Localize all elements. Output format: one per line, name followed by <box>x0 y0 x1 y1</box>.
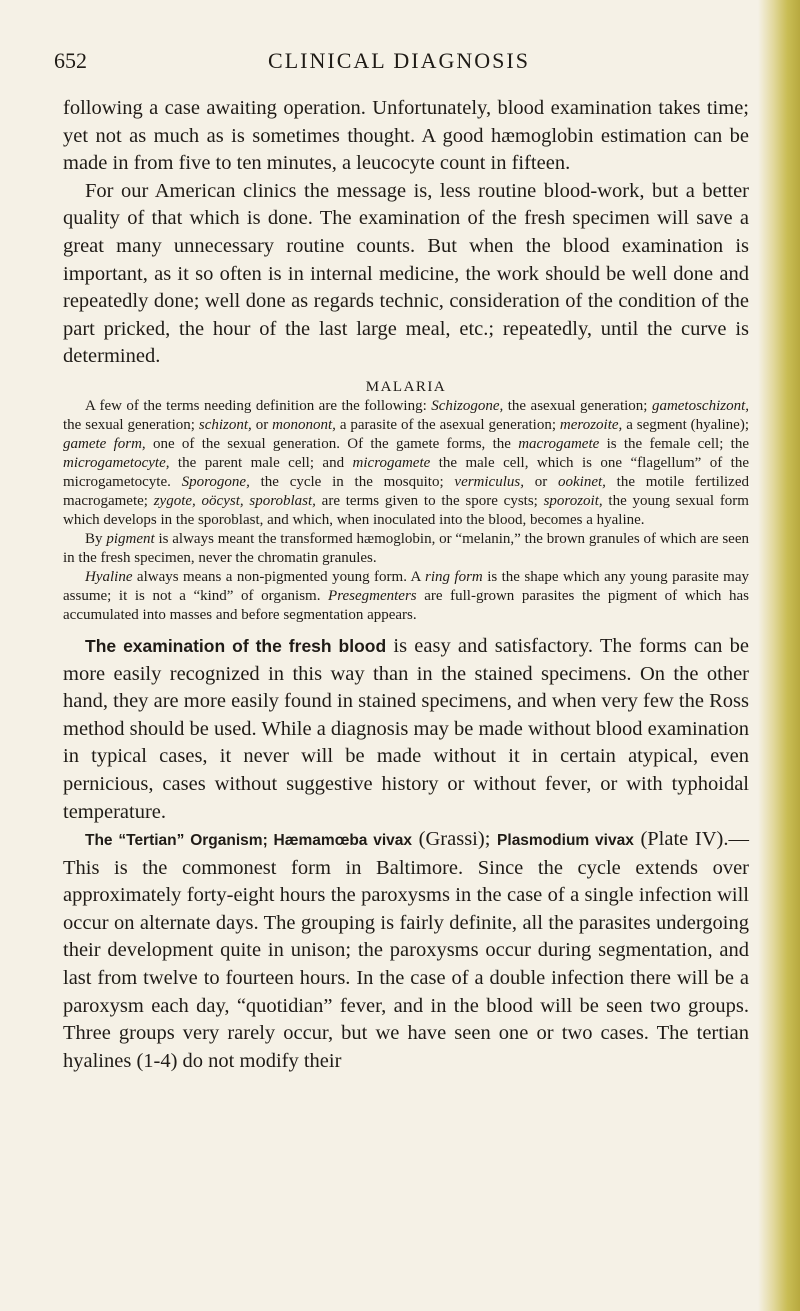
term: zygote, oöcyst, sporoblast, <box>153 492 316 509</box>
text-run: one of the sexual generation. Of the gamete forms, the <box>145 435 519 452</box>
tertian-text: (Plate IV).—This is the commonest form in Baltimore. Since the cycle extends over approximately forty-eight hours the paroxysms in the case of a single infection will occur on alternate days. The grouping is fairly definite, all the parasites undergoing their development quite in unison; the paroxysms occur during segmentation, and last from twelve to fourteen hours. In the case of a double infection there will be a paroxysm each day, “quotidian” fever, and in the blood will be seen two groups. Three groups very rarely occur, but we have seen one or two cases. The tertian hyalines (1-4) do not modify their <box>63 828 749 1072</box>
malaria-hyaline-paragraph <box>63 568 749 625</box>
running-title: CLINICAL DIAGNOSIS <box>268 48 530 73</box>
text-run: the sexual generation; <box>63 416 199 433</box>
text-run: the young sexual form which develops in the sporoblast, and which, when inoculated into the blood, becomes a hyaline. <box>63 492 749 528</box>
term: ring form <box>424 568 483 585</box>
term: microgametocyte, <box>63 454 170 471</box>
term: microgamete <box>352 454 431 471</box>
tertian-grassi: (Grassi); <box>412 828 498 851</box>
page-number: 652 <box>54 48 87 73</box>
fresh-blood-paragraph <box>63 633 749 826</box>
text-run: is the shape which any young parasite may assume; it is not a “kind” of organism. <box>63 568 750 604</box>
text-run: are full-grown parasites the pigment of which has accumulated into masses and before segmentation appears. <box>63 587 749 623</box>
term: Sporogone, <box>181 473 250 490</box>
term: Presegmenters <box>328 587 417 604</box>
section-heading-malaria: MALARIA <box>365 378 447 395</box>
term: macrogamete <box>518 435 600 452</box>
term: pigment <box>106 530 155 547</box>
text-run: the parent male cell; and <box>169 454 353 471</box>
term: Schizogone, <box>431 397 504 414</box>
term: merozoite, <box>559 416 623 433</box>
malaria-pigment-paragraph <box>63 530 749 568</box>
running-head <box>54 48 744 78</box>
tertian-lead: The “Tertian” Organism; Hæmamœba vivax <box>85 832 413 850</box>
fresh-blood-lead: The examination of the fresh blood <box>85 635 387 656</box>
paragraph-continued: following a case awaiting operation. Unfortunately, blood examination takes time; yet not as much as is sometimes thought. A good hæmoglobin estimation can be made in from five to ten minutes, a leucocyte count in fifteen. <box>63 97 749 175</box>
text-run: a segment (hyaline); <box>622 416 749 433</box>
term: schizont, <box>198 416 252 433</box>
text-run: a parasite of the asexual generation; <box>335 416 560 433</box>
text-run: is the female cell; the <box>599 435 749 452</box>
malaria-terms-paragraph <box>63 397 749 530</box>
term: mononont, <box>272 416 336 433</box>
text-run: always means a non-pigmented young form. A <box>132 568 425 585</box>
term: ookinet, <box>558 473 606 490</box>
page-edge <box>758 0 800 1311</box>
text-run: By <box>85 530 107 547</box>
text-run: A few of the terms needing definition are the following: <box>85 397 432 414</box>
text-run: the asexual generation; <box>503 397 652 414</box>
page-body <box>63 95 749 1075</box>
text-run: or <box>523 473 559 490</box>
tertian-paragraph <box>63 826 749 1075</box>
fresh-blood-text: is easy and satisfactory. The forms can be more easily recognized in this way than in the stained specimens. On the other hand, they are more easily found in stained specimens, and when very few the Ross method should be used. While a diagnosis may be made without blood examination in typical cases, it never will be made without it in certain atypical, even pernicious, cases without suggestive history or without fever, or with typhoidal temperature. <box>63 634 750 823</box>
term: Hyaline <box>85 568 133 585</box>
term: gamete form, <box>63 435 146 452</box>
term: gametoschizont, <box>651 397 750 414</box>
term: sporozoit, <box>543 492 603 509</box>
tertian-plasmodium: Plasmodium vivax <box>497 832 634 850</box>
text-run: the motile fertilized macrogamete; <box>63 473 750 509</box>
paragraph-american-clinics: For our American clinics the message is, less routine blood-work, but a better quality of that which is done. The examination of the fresh specimen will save a great many unnecessary routine counts. But when the blood examination is important, as it so often is in internal medicine, the work should be well done and repeatedly done; well done as regards technic, consideration of the condition of the part pricked, the hour of the last large meal, etc.; repeatedly, until the curve is determined. <box>63 179 749 368</box>
text-run: or <box>251 416 273 433</box>
text-run: are terms given to the spore cysts; <box>315 492 544 509</box>
text-run: the male cell, which is one “flagellum” of the microgametocyte. <box>63 454 750 490</box>
text-run: the cycle in the mosquito; <box>249 473 455 490</box>
text-run: is always meant the transformed hæmoglobin, or “melanin,” the brown granules of which are seen in the fresh specimen, never the chromatin granules. <box>63 530 749 566</box>
term: vermiculus, <box>454 473 524 490</box>
